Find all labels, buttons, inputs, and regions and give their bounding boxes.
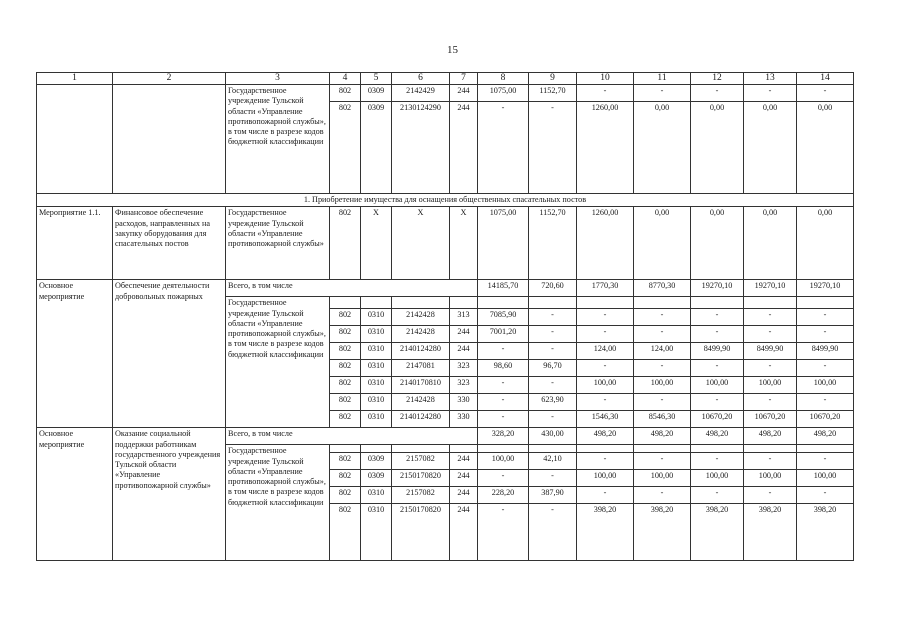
- value-cell: 124,00: [634, 343, 691, 360]
- code-cell: 802: [330, 309, 361, 326]
- value-cell: -: [634, 453, 691, 470]
- code-cell: 802: [330, 102, 361, 194]
- column-header: 10: [577, 73, 634, 85]
- code-cell: 2140124280: [392, 411, 450, 428]
- value-cell: 1546,30: [577, 411, 634, 428]
- empty-cell: [691, 297, 744, 309]
- column-header-row: [37, 73, 854, 85]
- measure-description: Обеспечение деятельности добровольных пожарных: [113, 280, 226, 428]
- empty-cell: [577, 297, 634, 309]
- code-cell: 0310: [361, 309, 392, 326]
- code-cell: 244: [450, 102, 478, 194]
- value-cell: -: [634, 85, 691, 102]
- code-cell: X: [392, 207, 450, 280]
- value-cell: 0,00: [797, 207, 854, 280]
- empty-cell: [450, 445, 478, 453]
- column-header: 8: [478, 73, 529, 85]
- value-cell: -: [478, 102, 529, 194]
- total-value: 498,20: [744, 428, 797, 445]
- code-cell: 2140124280: [392, 343, 450, 360]
- empty-cell: [392, 445, 450, 453]
- value-cell: -: [691, 453, 744, 470]
- code-cell: 2142428: [392, 326, 450, 343]
- value-cell: -: [529, 411, 577, 428]
- value-cell: -: [634, 309, 691, 326]
- value-cell: -: [478, 411, 529, 428]
- value-cell: -: [691, 394, 744, 411]
- value-cell: 10670,20: [744, 411, 797, 428]
- value-cell: 7085,90: [478, 309, 529, 326]
- value-cell: -: [478, 470, 529, 487]
- value-cell: -: [797, 326, 854, 343]
- empty-cell: [330, 445, 361, 453]
- code-cell: 2150170820: [392, 470, 450, 487]
- value-cell: -: [529, 377, 577, 394]
- total-label: Всего, в том числе: [226, 428, 478, 445]
- code-cell: 0310: [361, 411, 392, 428]
- code-cell: 2142429: [392, 85, 450, 102]
- section-row: [37, 194, 854, 207]
- organization-cell: Государственное учреждение Тульской области «Управление противопожарной службы»: [226, 207, 330, 280]
- value-cell: -: [691, 487, 744, 504]
- code-cell: 802: [330, 394, 361, 411]
- value-cell: -: [634, 360, 691, 377]
- value-cell: -: [577, 326, 634, 343]
- value-cell: -: [577, 453, 634, 470]
- value-cell: -: [634, 487, 691, 504]
- value-cell: 100,00: [577, 377, 634, 394]
- column-header: 9: [529, 73, 577, 85]
- page-number: 15: [447, 44, 458, 56]
- code-cell: 313: [450, 309, 478, 326]
- value-cell: 398,20: [634, 504, 691, 561]
- code-cell: 0310: [361, 394, 392, 411]
- value-cell: 623,90: [529, 394, 577, 411]
- code-cell: 0310: [361, 487, 392, 504]
- code-cell: 0310: [361, 377, 392, 394]
- measure-label: Мероприятие 1.1.: [37, 207, 113, 280]
- value-cell: -: [691, 85, 744, 102]
- value-cell: -: [634, 394, 691, 411]
- total-value: 430,00: [529, 428, 577, 445]
- value-cell: 0,00: [797, 102, 854, 194]
- total-value: 498,20: [797, 428, 854, 445]
- value-cell: -: [478, 377, 529, 394]
- value-cell: 0,00: [691, 102, 744, 194]
- value-cell: -: [577, 394, 634, 411]
- value-cell: 0,00: [634, 102, 691, 194]
- code-cell: 323: [450, 377, 478, 394]
- code-cell: 802: [330, 377, 361, 394]
- value-cell: -: [744, 453, 797, 470]
- value-cell: -: [577, 85, 634, 102]
- code-cell: 0310: [361, 504, 392, 561]
- code-cell: 802: [330, 504, 361, 561]
- total-value: 328,20: [478, 428, 529, 445]
- value-cell: 7001,20: [478, 326, 529, 343]
- value-cell: 100,00: [634, 470, 691, 487]
- code-cell: 802: [330, 207, 361, 280]
- value-cell: -: [744, 309, 797, 326]
- empty-cell: [361, 297, 392, 309]
- code-cell: 2130124290: [392, 102, 450, 194]
- empty-cell: [744, 445, 797, 453]
- value-cell: 387,90: [529, 487, 577, 504]
- value-cell: 1075,00: [478, 207, 529, 280]
- value-cell: 398,20: [744, 504, 797, 561]
- code-cell: 0309: [361, 453, 392, 470]
- code-cell: 2157082: [392, 453, 450, 470]
- program-label: [37, 85, 113, 194]
- code-cell: 244: [450, 504, 478, 561]
- empty-cell: [634, 297, 691, 309]
- column-header: 7: [450, 73, 478, 85]
- value-cell: 98,60: [478, 360, 529, 377]
- value-cell: -: [744, 360, 797, 377]
- code-cell: 244: [450, 453, 478, 470]
- value-cell: 10670,20: [691, 411, 744, 428]
- code-cell: 244: [450, 85, 478, 102]
- code-cell: 802: [330, 343, 361, 360]
- empty-cell: [529, 445, 577, 453]
- value-cell: -: [744, 487, 797, 504]
- code-cell: 244: [450, 470, 478, 487]
- value-cell: -: [529, 309, 577, 326]
- table-row: [37, 207, 854, 280]
- value-cell: 10670,20: [797, 411, 854, 428]
- value-cell: 8499,90: [691, 343, 744, 360]
- value-cell: -: [478, 504, 529, 561]
- total-label: Всего, в том числе: [226, 280, 478, 297]
- value-cell: -: [577, 309, 634, 326]
- value-cell: -: [797, 394, 854, 411]
- empty-cell: [392, 297, 450, 309]
- empty-cell: [529, 297, 577, 309]
- column-header: 3: [226, 73, 330, 85]
- value-cell: -: [577, 360, 634, 377]
- empty-cell: [797, 445, 854, 453]
- value-cell: -: [691, 360, 744, 377]
- value-cell: 100,00: [691, 377, 744, 394]
- empty-cell: [744, 297, 797, 309]
- organization-cell: Государственное учреждение Тульской области «Управление противопожарной службы», в том числе в разрезе кодов бюджетной классификации: [226, 297, 330, 428]
- total-value: 1770,30: [577, 280, 634, 297]
- empty-cell: [478, 297, 529, 309]
- value-cell: -: [529, 102, 577, 194]
- column-header: 6: [392, 73, 450, 85]
- value-cell: 1152,70: [529, 85, 577, 102]
- code-cell: 802: [330, 85, 361, 102]
- total-value: 19270,10: [691, 280, 744, 297]
- empty-cell: [450, 297, 478, 309]
- value-cell: 1260,00: [577, 102, 634, 194]
- value-cell: 100,00: [634, 377, 691, 394]
- total-value: 498,20: [577, 428, 634, 445]
- code-cell: 802: [330, 453, 361, 470]
- value-cell: -: [797, 85, 854, 102]
- value-cell: 100,00: [577, 470, 634, 487]
- code-cell: 2140170810: [392, 377, 450, 394]
- code-cell: 323: [450, 360, 478, 377]
- code-cell: 0309: [361, 470, 392, 487]
- code-cell: 244: [450, 326, 478, 343]
- value-cell: 100,00: [691, 470, 744, 487]
- code-cell: 802: [330, 326, 361, 343]
- total-value: 498,20: [634, 428, 691, 445]
- measure-label: Основное мероприятие: [37, 280, 113, 428]
- budget-table: [36, 72, 854, 561]
- code-cell: 2147081: [392, 360, 450, 377]
- program-description: [113, 85, 226, 194]
- total-row: [37, 280, 854, 297]
- column-header: 11: [634, 73, 691, 85]
- table-row: [37, 85, 854, 102]
- code-cell: 2150170820: [392, 504, 450, 561]
- column-header: 1: [37, 73, 113, 85]
- empty-cell: [577, 445, 634, 453]
- value-cell: 100,00: [744, 377, 797, 394]
- total-value: 14185,70: [478, 280, 529, 297]
- code-cell: 0310: [361, 326, 392, 343]
- total-value: 19270,10: [797, 280, 854, 297]
- code-cell: 0309: [361, 102, 392, 194]
- code-cell: 802: [330, 470, 361, 487]
- value-cell: 1260,00: [577, 207, 634, 280]
- total-row: [37, 428, 854, 445]
- value-cell: -: [529, 470, 577, 487]
- empty-cell: [634, 445, 691, 453]
- organization-cell: Государственное учреждение Тульской области «Управление противопожарной службы», в том числе в разрезе кодов бюджетной классификации: [226, 85, 330, 194]
- value-cell: 124,00: [577, 343, 634, 360]
- value-cell: -: [691, 309, 744, 326]
- value-cell: 100,00: [797, 377, 854, 394]
- code-cell: X: [450, 207, 478, 280]
- value-cell: 8499,90: [744, 343, 797, 360]
- measure-label: Основное мероприятие: [37, 428, 113, 561]
- value-cell: -: [744, 394, 797, 411]
- value-cell: -: [529, 343, 577, 360]
- value-cell: -: [797, 453, 854, 470]
- value-cell: 0,00: [744, 207, 797, 280]
- value-cell: 398,20: [691, 504, 744, 561]
- value-cell: -: [478, 394, 529, 411]
- value-cell: 0,00: [744, 102, 797, 194]
- value-cell: 100,00: [744, 470, 797, 487]
- code-cell: 0310: [361, 343, 392, 360]
- total-value: 8770,30: [634, 280, 691, 297]
- column-header: 13: [744, 73, 797, 85]
- value-cell: 1075,00: [478, 85, 529, 102]
- value-cell: 0,00: [634, 207, 691, 280]
- value-cell: 0,00: [691, 207, 744, 280]
- value-cell: -: [797, 360, 854, 377]
- code-cell: 244: [450, 487, 478, 504]
- table-body: [37, 73, 854, 561]
- code-cell: X: [361, 207, 392, 280]
- measure-description: Финансовое обеспечение расходов, направленных на закупку оборудования для спасательных постов: [113, 207, 226, 280]
- code-cell: 2157082: [392, 487, 450, 504]
- code-cell: 0309: [361, 85, 392, 102]
- code-cell: 330: [450, 394, 478, 411]
- column-header: 12: [691, 73, 744, 85]
- total-value: 720,60: [529, 280, 577, 297]
- empty-cell: [797, 297, 854, 309]
- total-value: 19270,10: [744, 280, 797, 297]
- column-header: 4: [330, 73, 361, 85]
- value-cell: -: [478, 343, 529, 360]
- measure-description: Оказание социальной поддержки работникам государственного учреждения Тульской области «Управление противопожарной службы»: [113, 428, 226, 561]
- value-cell: -: [634, 326, 691, 343]
- value-cell: -: [691, 326, 744, 343]
- column-header: 14: [797, 73, 854, 85]
- value-cell: 1152,70: [529, 207, 577, 280]
- value-cell: -: [529, 326, 577, 343]
- value-cell: -: [797, 309, 854, 326]
- value-cell: 96,70: [529, 360, 577, 377]
- value-cell: -: [744, 85, 797, 102]
- empty-cell: [691, 445, 744, 453]
- code-cell: 2142428: [392, 394, 450, 411]
- code-cell: 802: [330, 360, 361, 377]
- value-cell: -: [529, 504, 577, 561]
- code-cell: 802: [330, 411, 361, 428]
- value-cell: 42,10: [529, 453, 577, 470]
- value-cell: -: [797, 487, 854, 504]
- value-cell: -: [577, 487, 634, 504]
- organization-cell: Государственное учреждение Тульской области «Управление противопожарной службы», в том числе в разрезе кодов бюджетной классификации: [226, 445, 330, 561]
- total-value: 498,20: [691, 428, 744, 445]
- code-cell: 802: [330, 487, 361, 504]
- code-cell: 330: [450, 411, 478, 428]
- value-cell: 100,00: [797, 470, 854, 487]
- code-cell: 2142428: [392, 309, 450, 326]
- value-cell: 228,20: [478, 487, 529, 504]
- empty-cell: [361, 445, 392, 453]
- column-header: 2: [113, 73, 226, 85]
- value-cell: 8499,90: [797, 343, 854, 360]
- value-cell: 398,20: [797, 504, 854, 561]
- value-cell: 8546,30: [634, 411, 691, 428]
- code-cell: 244: [450, 343, 478, 360]
- value-cell: 398,20: [577, 504, 634, 561]
- value-cell: 100,00: [478, 453, 529, 470]
- empty-cell: [478, 445, 529, 453]
- value-cell: -: [744, 326, 797, 343]
- code-cell: 0310: [361, 360, 392, 377]
- column-header: 5: [361, 73, 392, 85]
- section-title: 1. Приобретение имущества для оснащения общественных спасательных постов: [37, 194, 854, 207]
- empty-cell: [330, 297, 361, 309]
